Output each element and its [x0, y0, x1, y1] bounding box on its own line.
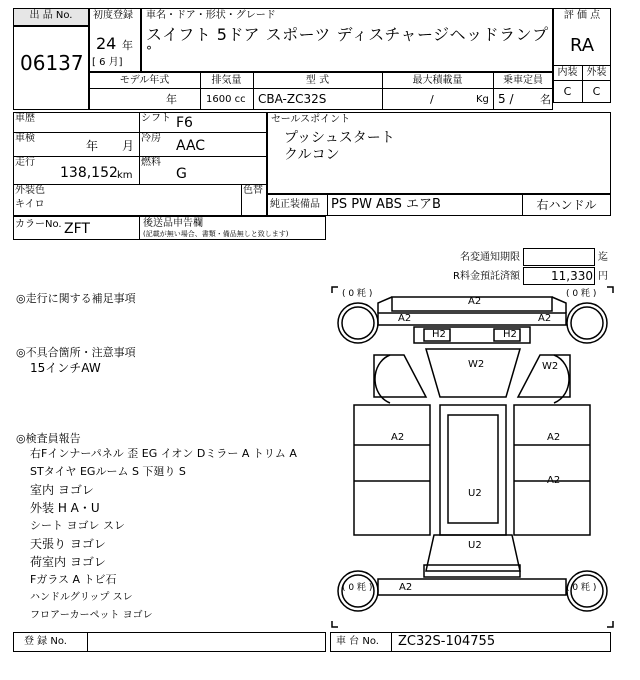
interior-score: C — [563, 85, 572, 98]
inspector-title: ◎検査員報告 — [16, 432, 81, 445]
inspector-line-2: STタイヤ EGルーム S 下廻り S — [30, 465, 186, 478]
inspection-month: 月 — [122, 139, 135, 153]
lot-label: 出 品 No. — [29, 10, 73, 21]
running-notes-title: ◎走行に関する補足事項 — [16, 292, 136, 305]
docs-note: (記載が無い場合、書類・備品無しと致します) — [143, 230, 289, 238]
displacement-value: 1600 cc — [206, 94, 246, 105]
mark-front-left: A2 — [398, 313, 412, 324]
grade-label: 評 価 点 — [563, 10, 601, 21]
inspector-line-4: 外装 H A・U — [30, 501, 100, 515]
shift-value: F6 — [176, 115, 193, 131]
type-value: CBA-ZC32S — [258, 92, 327, 106]
max-load-sep: / — [430, 93, 434, 106]
color-no-label: カラーNo. — [15, 219, 62, 230]
inspector-line-1: 右Fインナーパネル 歪 EG イオン Dミラー A トリム A — [30, 447, 297, 460]
fuel-label: 燃料 — [141, 157, 161, 168]
defect-1: 15インチAW — [30, 361, 101, 375]
meter-unit: 迄 — [598, 252, 608, 263]
mark-right-window: W2 — [542, 361, 559, 372]
color-no-value: ZFT — [64, 221, 90, 237]
inspector-line-5: シート ヨゴレ スレ — [30, 519, 125, 532]
max-load-unit: Kg — [476, 94, 489, 105]
mileage-label: 走行 — [15, 157, 35, 168]
meter-label: 名変通知期限 — [460, 252, 520, 263]
inspector-line-7: 荷室内 ヨゴレ — [30, 555, 106, 569]
tire-front-left: ( 0 粍 ) — [342, 289, 373, 299]
first-reg-month: [ 6 月] — [92, 57, 123, 68]
ac-value: AAC — [176, 138, 206, 154]
first-reg-year: 24 — [96, 34, 117, 53]
color-label: 外装色 — [15, 185, 45, 196]
color-change-label: 色替 — [243, 185, 263, 196]
mark-front-right: A2 — [538, 313, 552, 324]
defects-title: ◎不具合箇所・注意事項 — [16, 346, 136, 359]
inspector-line-10: フロアーカーペット ヨゴレ — [30, 610, 153, 621]
recycle-value: 11,330 — [551, 269, 593, 283]
inspector-line-3: 室内 ヨゴレ — [30, 483, 94, 497]
type-label: 型 式 — [305, 75, 330, 86]
tire-rear-left: ( 0 粍 ) — [342, 583, 373, 593]
inspector-line-9: ハンドルグリップ スレ — [30, 592, 133, 603]
chassis-label: 車 台 No. — [336, 636, 379, 647]
model-year-unit: 年 — [166, 93, 177, 106]
car-name-tail: ° — [146, 44, 152, 58]
equipment-label: 純正装備品 — [270, 199, 320, 210]
inspection-label: 車検 — [15, 133, 35, 144]
car-name: スイフト 5ドア スポーツ ディスチャージヘッドランプ — [146, 25, 549, 44]
inspector-line-8: Fガラス A トビ石 — [30, 573, 117, 586]
sales-point-1: プッシュスタート — [284, 130, 395, 146]
mark-rear-bumper: A2 — [399, 582, 413, 593]
displacement-label: 排気量 — [211, 75, 242, 86]
shift-label: シフト — [141, 113, 171, 124]
exterior-label: 外装 — [586, 67, 607, 78]
first-reg-label: 初度登録 — [93, 10, 133, 21]
tire-rear-right: ( 0 粍 ) — [566, 583, 597, 593]
car-name-label: 車名・ドア・形状・グレード — [146, 10, 276, 21]
sales-point-label: セールスポイント — [271, 114, 351, 125]
chassis-value: ZC32S-104755 — [398, 634, 496, 649]
recycle-unit: 円 — [598, 271, 608, 282]
tire-front-right: ( 0 粍 ) — [566, 289, 597, 299]
reg-no-label: 登 録 No. — [24, 636, 67, 647]
mark-roof-front: U2 — [468, 488, 482, 499]
meter-value-cell — [523, 248, 595, 266]
ac-label: 冷房 — [141, 133, 161, 144]
mark-right-door-rear: A2 — [547, 475, 561, 486]
max-load-label: 最大積載量 — [412, 75, 463, 86]
sales-point-2: クルコン — [284, 147, 340, 163]
model-year-label: モデル年式 — [119, 75, 170, 86]
mark-right-door-front: A2 — [547, 432, 561, 443]
mileage-unit: km — [117, 170, 133, 181]
capacity-unit: 名 — [540, 93, 551, 106]
equipment-value: PS PW ABS エアB — [331, 197, 441, 212]
inspection-year: 年 — [86, 139, 99, 153]
color-value: キイロ — [15, 199, 45, 210]
lot-number: 06137 — [20, 51, 84, 75]
exterior-score: C — [592, 85, 601, 98]
history-label: 車歴 — [15, 113, 35, 124]
interior-label: 内装 — [557, 67, 578, 78]
mark-headlight-right: H2 — [503, 329, 517, 340]
mark-front-bumper: A2 — [468, 296, 482, 307]
fuel-value: G — [176, 166, 187, 182]
mark-roof-rear: U2 — [468, 540, 482, 551]
mark-windshield: W2 — [468, 359, 485, 370]
docs-label: 後送品申告欄 — [143, 218, 203, 229]
first-reg-year-unit: 年 — [122, 39, 133, 52]
mark-headlight-left: H2 — [432, 329, 446, 340]
grade-score: RA — [569, 35, 595, 56]
inspector-line-6: 天張り ヨゴレ — [30, 537, 106, 551]
mark-left-door: A2 — [391, 432, 405, 443]
car-body-diagram — [330, 285, 615, 630]
mileage-value: 138,152 — [60, 165, 118, 181]
recycle-label: R料金預託済額 — [453, 271, 520, 282]
handle-value: 右ハンドル — [536, 198, 597, 212]
details-block — [13, 112, 267, 216]
capacity-label: 乗車定員 — [503, 75, 543, 86]
capacity-value: 5 / — [498, 92, 514, 106]
